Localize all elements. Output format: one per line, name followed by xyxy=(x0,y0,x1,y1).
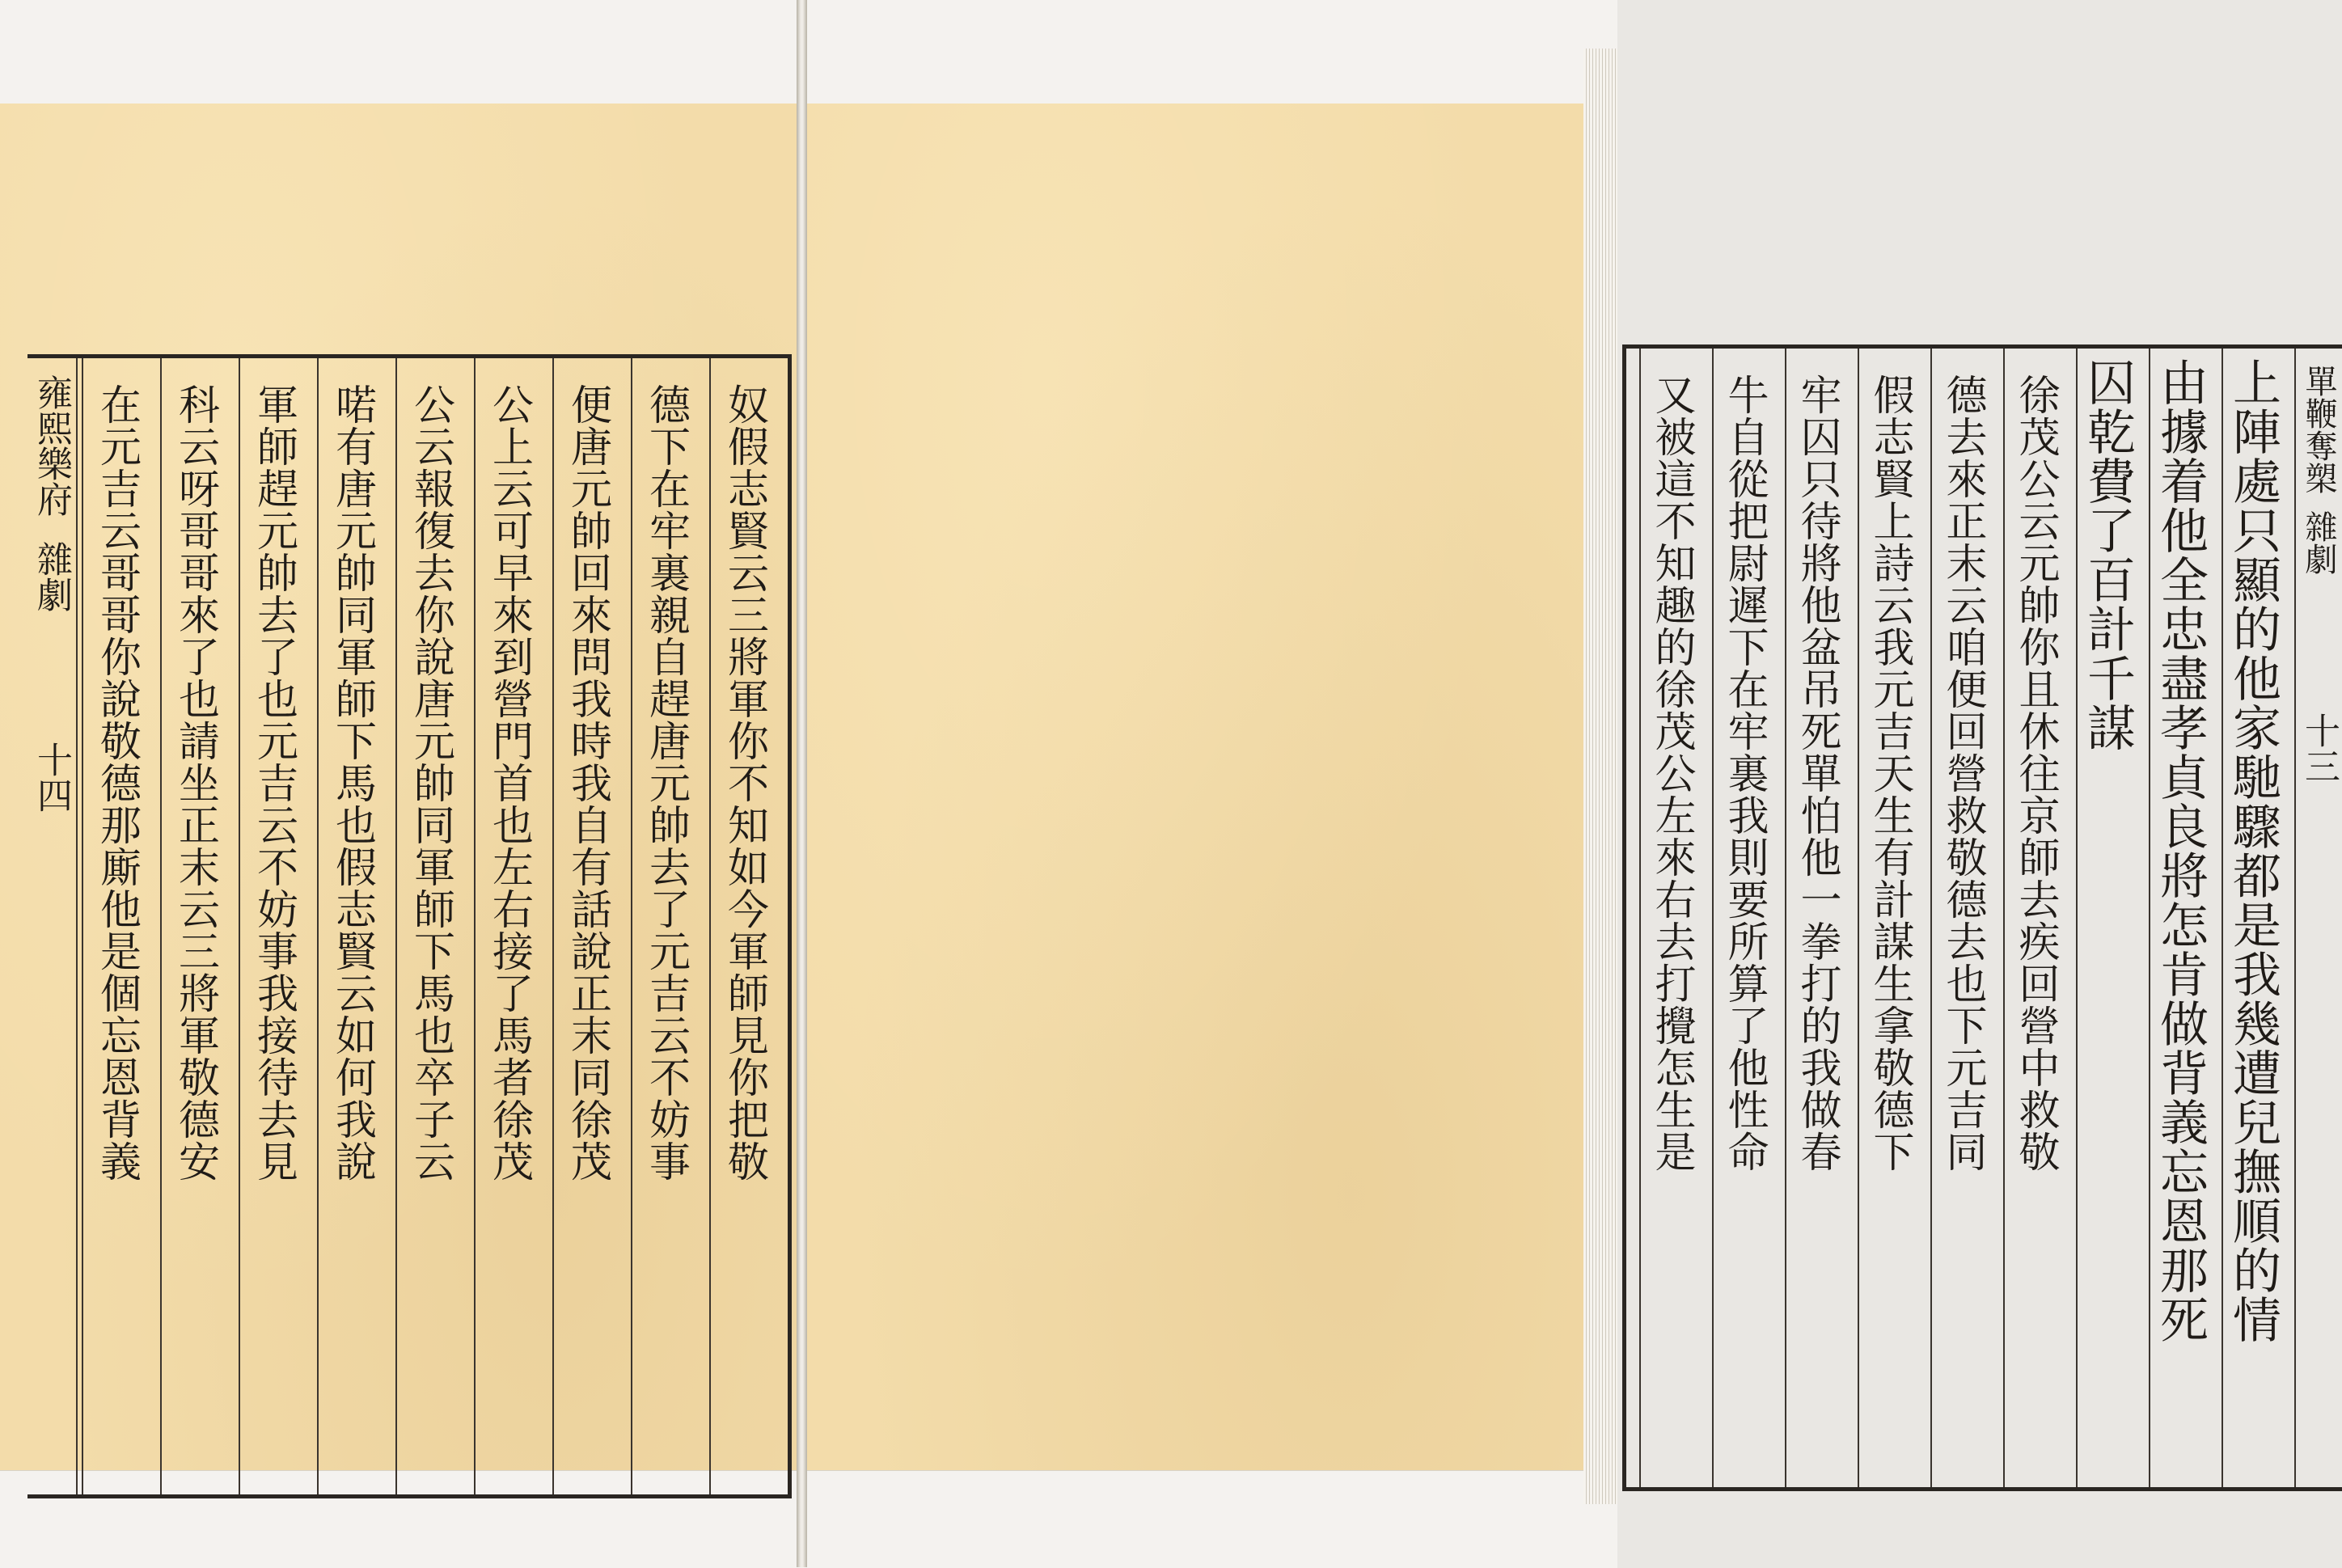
margin-title: 雍熙樂府 xyxy=(31,374,72,517)
column-rule xyxy=(160,358,162,1494)
column-rule xyxy=(395,358,397,1494)
column-rule xyxy=(1639,349,1641,1487)
text-column: 假 志 賢 上 詩 云 我 元 吉 天 生 有 計 謀 生 拿 敬 德 下 xyxy=(1873,373,1915,1177)
text-column: 徐 茂 公 云 元 帥 你 且 休 往 京 師 去 疾 回 營 中 救 敬 xyxy=(2019,373,2061,1177)
column-rule xyxy=(2149,349,2150,1487)
text-column: 上 陣 處 只 顯 的 他 家 馳 驟 都 是 我 幾 遭 兒 撫 順 的 情 xyxy=(2233,356,2283,1350)
text-column: 囚 乾 費 了 百 計 千 謀 xyxy=(2087,356,2137,758)
column-rule xyxy=(1930,349,1932,1487)
right-margin-heading xyxy=(2296,349,2341,1487)
column-rule xyxy=(2222,349,2223,1487)
text-column: 奴 假 志 賢 云 三 將 軍 你 不 知 如 今 軍 師 見 你 把 敬 xyxy=(727,382,769,1187)
text-column: 公 云 報 復 去 你 說 唐 元 帥 同 軍 師 下 馬 也 卒 子 云 xyxy=(413,382,455,1187)
text-column: 牢 囚 只 待 將 他 盆 吊 死 單 怕 他 一 拳 打 的 我 做 春 xyxy=(1800,373,1842,1177)
column-rule xyxy=(317,358,319,1494)
right-text-frame xyxy=(1622,344,2342,1491)
column-rule xyxy=(2076,349,2078,1487)
column-rule xyxy=(474,358,476,1494)
column-rule xyxy=(552,358,554,1494)
text-column: 科 云 呀 哥 哥 來 了 也 請 坐 正 末 云 三 將 軍 敬 德 安 xyxy=(178,382,220,1187)
column-rule xyxy=(631,358,632,1494)
text-column: 喏 有 唐 元 帥 同 軍 師 下 馬 也 假 志 賢 云 如 何 我 說 xyxy=(335,382,377,1187)
column-rule xyxy=(1712,349,1714,1487)
top-paper-guard xyxy=(0,0,1617,104)
text-column: 軍 師 趕 元 帥 去 了 也 元 吉 云 不 妨 事 我 接 待 去 見 xyxy=(256,382,298,1187)
page-edges xyxy=(1583,49,1617,1504)
left-margin-heading xyxy=(27,358,74,1494)
column-rule xyxy=(76,358,78,1494)
text-column: 由 據 着 他 全 忠 盡 孝 貞 良 將 怎 肯 做 背 義 忘 恩 那 死 xyxy=(2160,356,2210,1350)
margin-section: 雜劇 xyxy=(2300,510,2337,575)
text-column: 德 下 在 牢 裏 親 自 趕 唐 元 帥 去 了 元 吉 云 不 妨 事 xyxy=(649,382,691,1187)
margin-title: 單鞭奪槊 xyxy=(2300,365,2337,494)
text-column: 便 唐 元 帥 回 來 問 我 時 我 自 有 話 說 正 末 同 徐 茂 xyxy=(570,382,612,1187)
right-page xyxy=(807,104,2340,1470)
left-page xyxy=(0,104,797,1470)
column-rule xyxy=(709,358,711,1494)
column-rule xyxy=(2003,349,2005,1487)
column-rule xyxy=(82,358,83,1494)
column-rule xyxy=(239,358,240,1494)
book-gutter xyxy=(797,0,807,1567)
left-text-frame xyxy=(27,354,792,1498)
column-rule xyxy=(2294,349,2296,1487)
text-column: 又 被 這 不 知 趣 的 徐 茂 公 左 來 右 去 打 攪 怎 生 是 xyxy=(1655,373,1697,1177)
text-column: 在 元 吉 云 哥 哥 你 說 敬 德 那 廝 他 是 個 忘 恩 背 義 xyxy=(99,382,142,1187)
text-column: 牛 自 從 把 尉 遲 下 在 牢 裏 我 則 要 所 算 了 他 性 命 xyxy=(1727,373,1769,1177)
text-column: 公 上 云 可 早 來 到 營 門 首 也 左 右 接 了 馬 者 徐 茂 xyxy=(492,382,534,1187)
text-column: 德 去 來 正 末 云 咱 便 回 營 救 敬 德 去 也 下 元 吉 同 xyxy=(1946,373,1988,1177)
margin-section: 雜劇 xyxy=(31,541,72,612)
folio-number: 十四 xyxy=(31,742,72,813)
folio-number: 十三 xyxy=(2298,712,2340,784)
column-rule xyxy=(1785,349,1786,1487)
column-rule xyxy=(1858,349,1859,1487)
